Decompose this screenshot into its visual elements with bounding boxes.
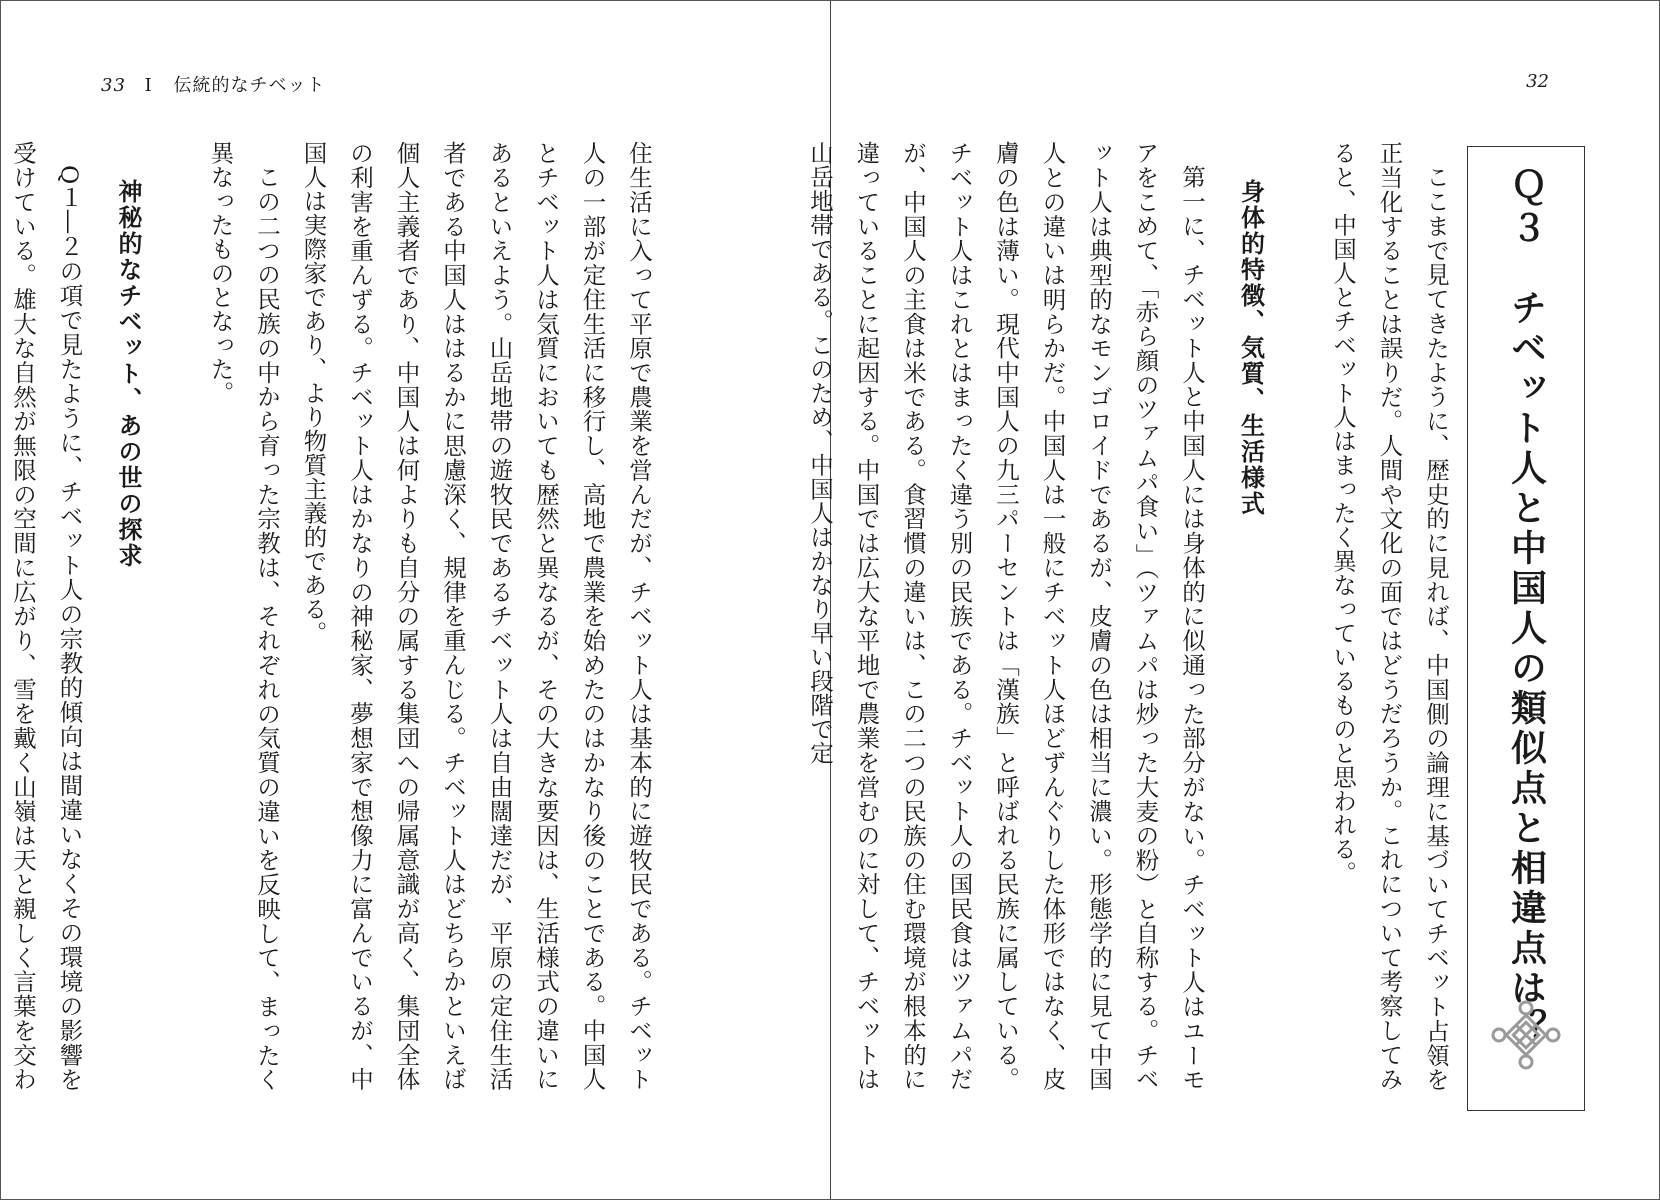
question-title: Ｑ３ チベット人と中国人の類似点と相違点は？	[1505, 169, 1547, 1049]
left-paragraph-2: この二つの民族の中から育った宗教は、それぞれの気質の違いを反映して、まったく異なったものとなった。	[206, 141, 281, 1092]
chapter-title: 伝統的なチベット	[173, 75, 326, 96]
question-title-box	[1467, 146, 1585, 1111]
right-section-heading: 身体的特徴、気質、生活様式	[1236, 179, 1266, 518]
left-page-number: 33	[101, 75, 126, 96]
endless-knot-icon	[1490, 999, 1562, 1075]
left-paragraph-1: 住生活に入って平原で農業を営んだが、チベット人は基本的に遊牧民である。チベット人の一部が定住生活に移行し、高地で農業を始めたのはかなり後のことである。中国人とチベット人は気質においても歴然と異なるが、その大きな要因は、生活様式の違いにあるといえよう。山岳地帯の遊牧民であるチベット人は自由闊達だが、平原の定住生活者である中国人ははるかに思慮深く、規律を重んじる。チベット人はどちらかといえば個人主義者であり、中国人は何よりも自分の属する集団への帰属意識が高く、集団全体の利害を重んずる。チベット人はかなりの神秘家、夢想家で想像力に富んでいるが、中国人は実際家であり、より物質主義的である。	[299, 141, 653, 1091]
left-paragraph-3: Q１―２の項で見たように、チベット人の宗教的傾向は間違いなくその環境の影響を受けている。雄大な自然が無限の空間に広がり、雪を戴く山嶺は天と親しく言葉を交わ	[9, 141, 84, 1091]
right-paragraph-2: 第一に、チベット人と中国人には身体的に似通った部分がない。チベット人はユーモアをこめて、「赤ら顔のツァムパ食い」（ツァムパは炒った大麦の粉）と自称する。チベット人は典型的なモンゴロイドであるが、皮膚の色は相当に濃い。形態学的に見て中国人との違いは明らかだ。中国人は一般にチベット人ほどずんぐりした体形ではなく、皮膚の色は薄い。現代中国人の九三パーセントは「漢族」と呼ばれる民族に属している。チベット人はこれとはまったく違う別の民族である。チベット人の国民食はツァムパだが、中国人の主食は米である。食習慣の違いは、この二つの民族の住む環境が根本的に違っていることに起因する。中国では広大な平地で農業を営むのに対して、チベットは山岳地帯である。このため、中国人はかなり早い段階で定	[806, 141, 1206, 1092]
left-body-text	[9, 141, 662, 1092]
right-page-number: 32	[1526, 71, 1549, 92]
right-paragraph-1: ここまで見てきたように、歴史的に見れば、中国側の論理に基づいてチベット占領を正当化することは誤りだ。人間や文化の面ではどうだろうか。これについて考察してみると、中国人とチベット人はまったく異なっているものと思われる。	[1329, 141, 1450, 1092]
part-number: Ⅰ	[144, 75, 153, 96]
right-page	[806, 1, 1659, 1199]
right-body-text	[806, 141, 1459, 1092]
left-section-heading: 神秘的なチベット、あの世の探求	[114, 179, 143, 570]
running-head	[101, 71, 326, 97]
left-page	[1, 1, 830, 1199]
